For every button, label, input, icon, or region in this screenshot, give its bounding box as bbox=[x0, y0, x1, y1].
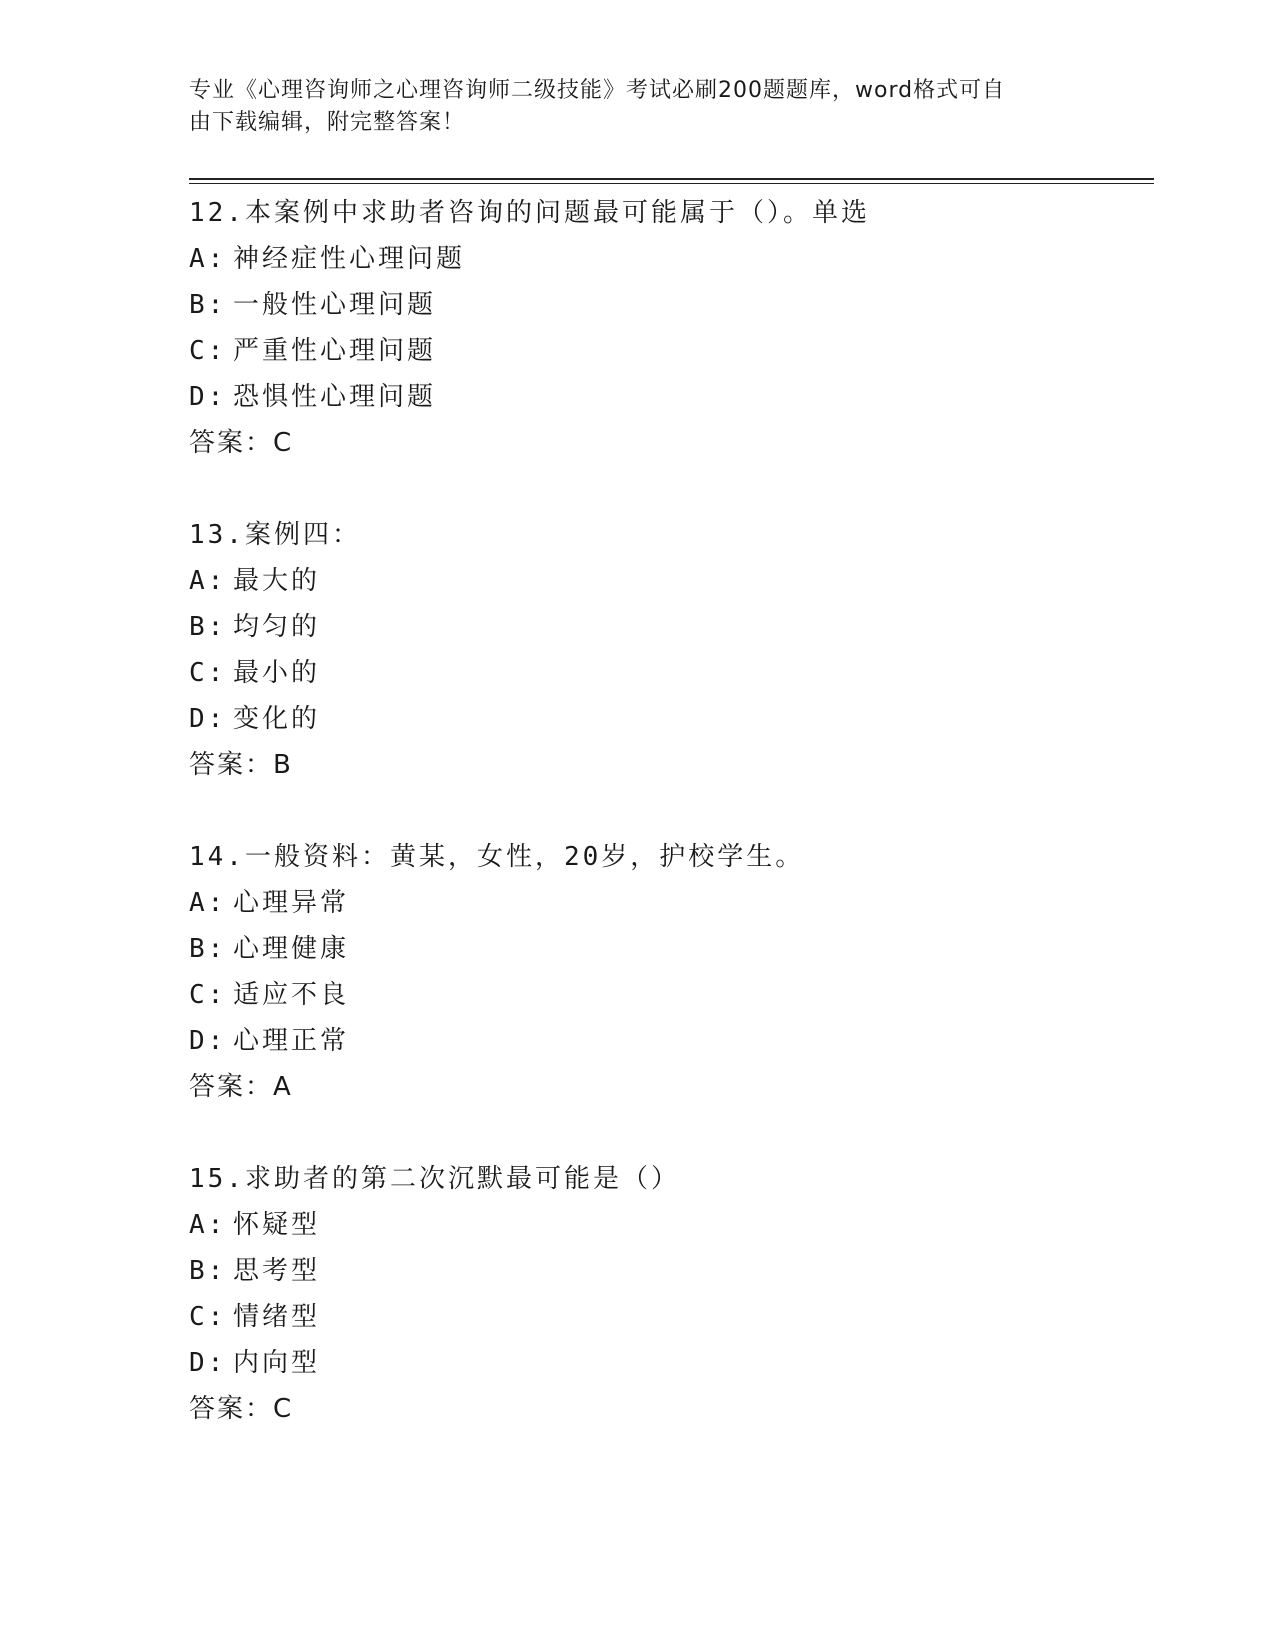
option-text: 严重性心理问题 bbox=[233, 336, 437, 366]
option-c bbox=[189, 328, 1149, 374]
option-text: 适应不良 bbox=[233, 980, 350, 1010]
option-letter: D: bbox=[189, 1348, 227, 1378]
option-letter: C: bbox=[189, 336, 227, 366]
option-text: 最小的 bbox=[233, 658, 321, 688]
option-letter: C: bbox=[189, 980, 227, 1010]
option-text: 变化的 bbox=[233, 704, 321, 734]
option-b bbox=[189, 604, 1149, 650]
question-title: 13.案例四： bbox=[189, 520, 361, 550]
option-d bbox=[189, 374, 1149, 420]
option-text: 恐惧性心理问题 bbox=[233, 382, 437, 412]
header-divider bbox=[189, 178, 1154, 184]
question-title: 12.本案例中求助者咨询的问题最可能属于（）。单选 bbox=[189, 198, 870, 228]
answer-line: 答案：C bbox=[189, 428, 294, 458]
option-letter: A: bbox=[189, 244, 227, 274]
option-text: 心理异常 bbox=[233, 888, 350, 918]
question-14 bbox=[189, 834, 1149, 1110]
option-letter: B: bbox=[189, 1256, 227, 1286]
option-letter: C: bbox=[189, 658, 227, 688]
option-letter: D: bbox=[189, 1026, 227, 1056]
option-a bbox=[189, 880, 1149, 926]
option-letter: A: bbox=[189, 566, 227, 596]
option-d bbox=[189, 1340, 1149, 1386]
option-a bbox=[189, 1202, 1149, 1248]
option-text: 一般性心理问题 bbox=[233, 290, 437, 320]
option-c bbox=[189, 972, 1149, 1018]
option-b bbox=[189, 282, 1149, 328]
answer-line: 答案：C bbox=[189, 1394, 294, 1424]
answer-line: 答案：B bbox=[189, 750, 293, 780]
option-text: 情绪型 bbox=[233, 1302, 321, 1332]
option-a bbox=[189, 558, 1149, 604]
option-letter: A: bbox=[189, 888, 227, 918]
option-letter: C: bbox=[189, 1302, 227, 1332]
question-13 bbox=[189, 512, 1149, 788]
option-d bbox=[189, 1018, 1149, 1064]
option-letter: D: bbox=[189, 382, 227, 412]
option-c bbox=[189, 1294, 1149, 1340]
option-text: 思考型 bbox=[233, 1256, 321, 1286]
option-d bbox=[189, 696, 1149, 742]
option-text: 内向型 bbox=[233, 1348, 321, 1378]
option-text: 神经症性心理问题 bbox=[233, 244, 466, 274]
question-list bbox=[189, 190, 1149, 1478]
option-text: 怀疑型 bbox=[233, 1210, 321, 1240]
option-text: 最大的 bbox=[233, 566, 321, 596]
question-title: 14.一般资料：黄某，女性，20岁，护校学生。 bbox=[189, 842, 805, 872]
option-letter: B: bbox=[189, 290, 227, 320]
document-header bbox=[189, 75, 1089, 139]
option-b bbox=[189, 926, 1149, 972]
question-15 bbox=[189, 1156, 1149, 1432]
option-letter: B: bbox=[189, 934, 227, 964]
question-12 bbox=[189, 190, 1149, 466]
answer-line: 答案：A bbox=[189, 1072, 293, 1102]
question-title: 15.求助者的第二次沉默最可能是（） bbox=[189, 1164, 680, 1194]
option-a bbox=[189, 236, 1149, 282]
option-letter: B: bbox=[189, 612, 227, 642]
option-text: 均匀的 bbox=[233, 612, 321, 642]
header-line-1: 专业《心理咨询师之心理咨询师二级技能》考试必刷200题题库，word格式可自 bbox=[189, 78, 1006, 103]
option-letter: A: bbox=[189, 1210, 227, 1240]
option-c bbox=[189, 650, 1149, 696]
option-letter: D: bbox=[189, 704, 227, 734]
option-text: 心理健康 bbox=[233, 934, 350, 964]
option-b bbox=[189, 1248, 1149, 1294]
header-line-2: 由下载编辑，附完整答案！ bbox=[189, 110, 466, 135]
option-text: 心理正常 bbox=[233, 1026, 350, 1056]
